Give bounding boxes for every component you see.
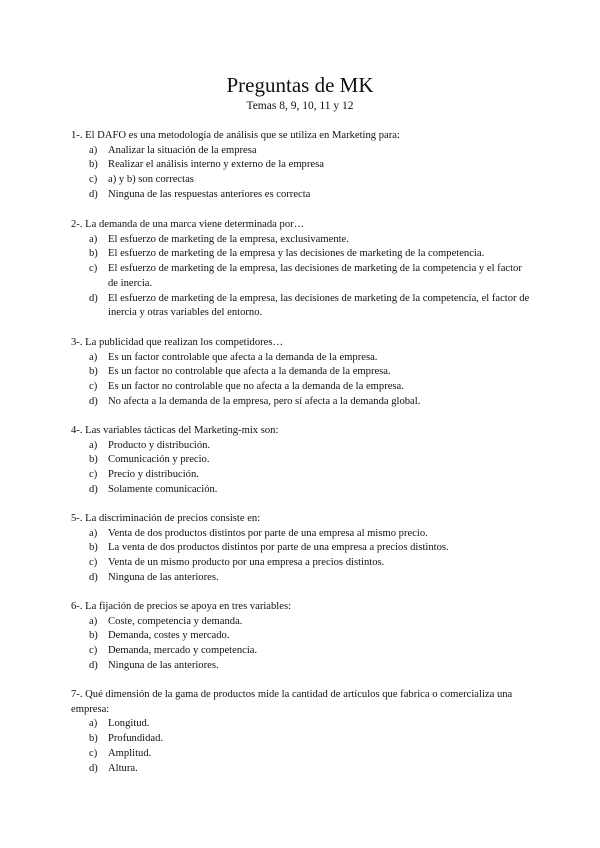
option-a [71,233,531,248]
option-letter: c) [89,381,98,393]
option-letter: a) [89,233,98,245]
option-letter: d) [89,483,98,495]
option-letter: b) [89,248,98,260]
question-text: 3-. La publicidad que realizan los competidores… [71,337,284,348]
page-subtitle: Temas 8, 9, 10, 11 y 12 [246,100,354,112]
option-letter: b) [89,733,98,745]
option-text: El esfuerzo de marketing de la empresa, exclusivamente. [108,233,349,245]
option-a [71,439,531,454]
option-b [71,541,531,556]
option-text: Profundidad. [108,733,164,745]
option-letter: c) [89,645,98,657]
option-letter: d) [89,659,98,671]
option-letter: d) [89,292,98,304]
option-letter: c) [89,263,98,275]
option-letter: a) [89,527,98,539]
option-text: Ninguna de las anteriores. [108,659,219,671]
option-d [71,762,531,777]
option-text: Venta de un mismo producto por una empresa a precios distintos. [108,557,385,569]
option-text: Solamente comunicación. [108,483,218,495]
option-c [71,644,531,659]
option-d [71,395,531,410]
question-5 [71,512,531,586]
option-letter: d) [89,188,98,200]
option-a [71,615,531,630]
option-a [71,717,531,732]
option-text: El esfuerzo de marketing de la empresa, las decisiones de marketing de la competencia, el factor de inercia y otras variables del entorno. [108,292,530,319]
option-a [71,351,531,366]
question-2 [71,218,531,321]
option-c [71,556,531,571]
question-4 [71,424,531,498]
option-letter: c) [89,747,98,759]
option-letter: b) [89,366,98,378]
option-letter: c) [89,469,98,481]
option-letter: a) [89,615,98,627]
option-c [71,173,531,188]
option-text: El esfuerzo de marketing de la empresa y las decisiones de marketing de la competencia. [108,248,485,260]
option-letter: b) [89,454,98,466]
option-text: Demanda, mercado y competencia. [108,645,258,657]
option-letter: b) [89,159,98,171]
option-letter: a) [89,439,98,451]
option-c [71,468,531,483]
option-text: Es un factor no controlable que afecta a la demanda de la empresa. [108,366,391,378]
option-c [71,262,531,291]
option-text: Longitud. [108,718,150,730]
option-d [71,188,531,203]
option-text: Realizar el análisis interno y externo de la empresa [108,159,324,171]
question-7 [71,688,531,776]
question-text: 4-. Las variables tácticas del Marketing-mix son: [71,425,279,436]
option-b [71,629,531,644]
option-text: Analizar la situación de la empresa [108,144,257,156]
question-text: 1-. El DAFO es una metodología de análisis que se utiliza en Marketing para: [71,130,400,141]
option-text: El esfuerzo de marketing de la empresa, las decisiones de marketing de la competencia y el factor de inercia. [108,263,522,289]
option-text: La venta de dos productos distintos por parte de una empresa a precios distintos. [108,542,449,554]
option-text: Coste, competencia y demanda. [108,615,243,627]
option-text: Demanda, costes y mercado. [108,630,230,642]
option-b [71,453,531,468]
option-text: Ninguna de las respuestas anteriores es correcta [108,188,311,200]
option-d [71,571,531,586]
option-b [71,365,531,380]
option-a [71,144,531,159]
option-text: Altura. [108,762,138,774]
option-b [71,247,531,262]
option-letter: b) [89,630,98,642]
option-text: Ninguna de las anteriores. [108,571,219,583]
option-text: Es un factor no controlable que no afecta a la demanda de la empresa. [108,381,404,393]
option-c [71,747,531,762]
option-b [71,158,531,173]
option-letter: a) [89,718,98,730]
option-text: No afecta a la demanda de la empresa, pero sí afecta a la demanda global. [108,395,421,407]
question-text: 6-. La fijación de precios se apoya en tres variables: [71,601,292,612]
option-letter: c) [89,174,98,186]
option-b [71,732,531,747]
option-letter: b) [89,542,98,554]
question-1 [71,129,531,203]
option-text: a) y b) son correctas [108,174,194,186]
option-c [71,380,531,395]
option-text: Comunicación y precio. [108,454,210,466]
option-letter: d) [89,762,98,774]
option-d [71,483,531,498]
question-text: 7-. Qué dimensión de la gama de productos mide la cantidad de artículos que fabrica o comercializa una empresa: [71,689,513,715]
option-letter: c) [89,557,98,569]
option-text: Amplitud. [108,747,152,759]
option-text: Producto y distribución. [108,439,211,451]
option-letter: a) [89,351,98,363]
option-letter: d) [89,395,98,407]
option-d [71,659,531,674]
option-letter: a) [89,144,98,156]
option-text: Es un factor controlable que afecta a la demanda de la empresa. [108,351,378,363]
question-3 [71,336,531,410]
option-letter: d) [89,571,98,583]
option-text: Venta de dos productos distintos por parte de una empresa al mismo precio. [108,527,428,539]
question-6 [71,600,531,674]
option-text: Precio y distribución. [108,469,199,481]
question-text: 2-. La demanda de una marca viene determinada por… [71,219,305,230]
page-title: Preguntas de MK [226,73,374,97]
option-d [71,292,531,321]
question-text: 5-. La discriminación de precios consiste en: [71,513,261,524]
option-a [71,527,531,542]
